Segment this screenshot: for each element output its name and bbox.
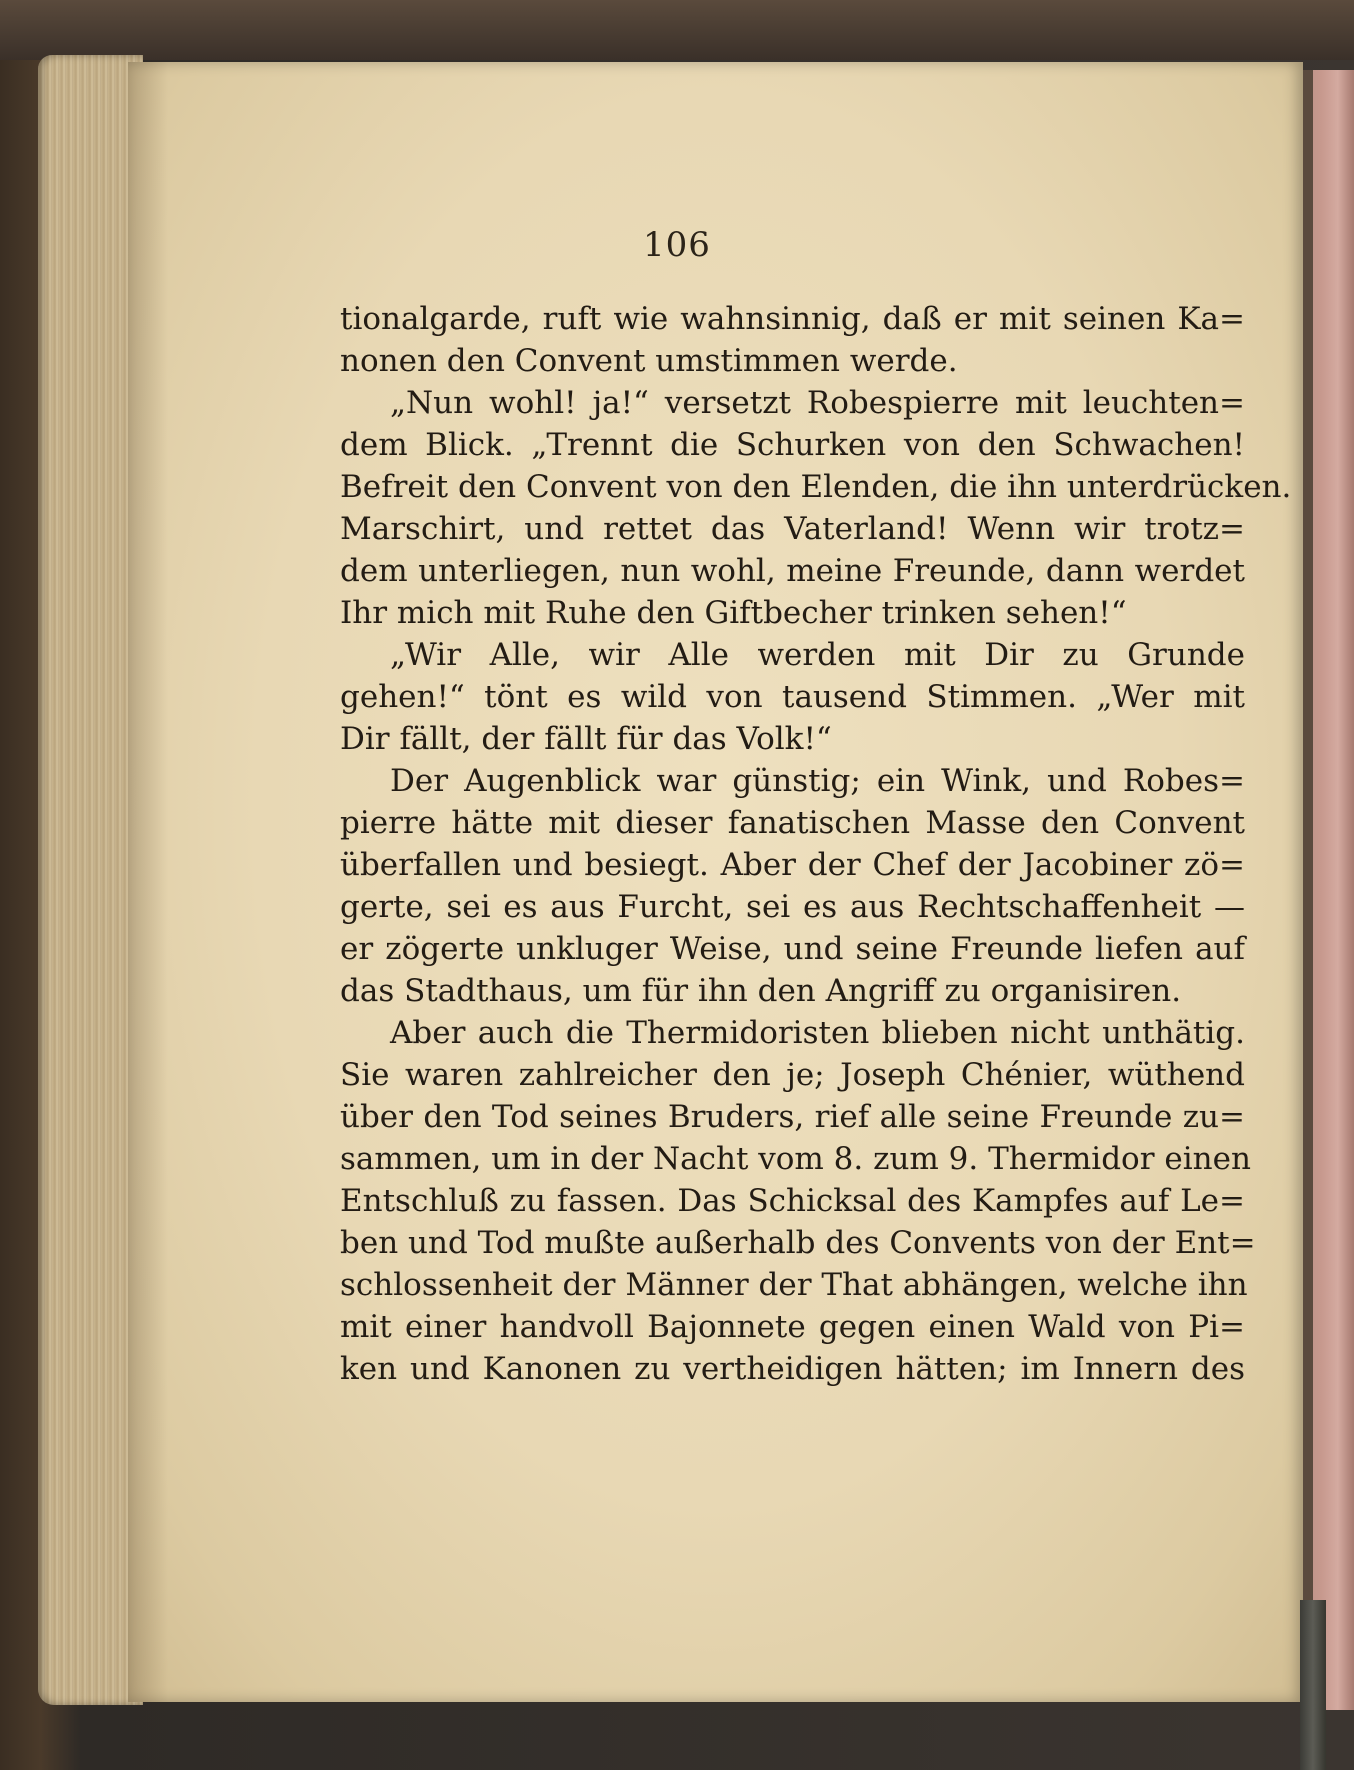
text-line: Dir fällt, der fällt für das Volk!“ bbox=[340, 721, 832, 757]
text-line: pierre hätte mit dieser fanatischen Masse den Convent bbox=[340, 805, 1245, 841]
text-line: Aber auch die Thermidoristen blieben nicht unthätig. bbox=[390, 1015, 1245, 1051]
text-line: „Nun wohl! ja!“ versetzt Robespierre mit leuchten= bbox=[390, 385, 1245, 421]
text-line: ken und Kanonen zu vertheidigen hätten; im Innern des bbox=[340, 1351, 1245, 1387]
text-line: Befreit den Convent von den Elenden, die ihn unterdrücken. bbox=[340, 469, 1292, 505]
text-line: sammen, um in der Nacht vom 8. zum 9. Thermidor einen bbox=[340, 1141, 1251, 1177]
text-line: überfallen und besiegt. Aber der Chef der Jacobiner zö= bbox=[340, 847, 1245, 883]
text-line: tionalgarde, ruft wie wahnsinnig, daß er mit seinen Ka= bbox=[340, 301, 1245, 337]
text-line: gerte, sei es aus Furcht, sei es aus Rechtschaffenheit — bbox=[340, 889, 1245, 925]
text-line: nonen den Convent umstimmen werde. bbox=[340, 343, 958, 379]
text-line: über den Tod seines Bruders, rief alle seine Freunde zu= bbox=[340, 1099, 1245, 1135]
text-line: Ihr mich mit Ruhe den Giftbecher trinken sehen!“ bbox=[340, 595, 1127, 631]
bookmark-ribbon bbox=[1300, 1600, 1326, 1770]
text-line: er zögerte unkluger Weise, und seine Freunde liefen auf bbox=[340, 931, 1245, 967]
text-line: schlossenheit der Männer der That abhängen, welche ihn bbox=[340, 1267, 1248, 1303]
right-page-shadow bbox=[1303, 70, 1313, 1710]
text-line: gehen!“ tönt es wild von tausend Stimmen. „Wer mit bbox=[340, 679, 1245, 715]
text-line: Der Augenblick war günstig; ein Wink, und Robes= bbox=[390, 763, 1245, 799]
text-line: dem Blick. „Trennt die Schurken von den Schwachen! bbox=[340, 427, 1245, 463]
text-line: „Wir Alle, wir Alle werden mit Dir zu Grunde bbox=[390, 637, 1245, 673]
text-line: das Stadthaus, um für ihn den Angriff zu organisiren. bbox=[340, 973, 1182, 1009]
body-text bbox=[340, 298, 1292, 1390]
text-line: Marschirt, und rettet das Vaterland! Wenn wir trotz= bbox=[340, 511, 1245, 547]
text-line: Sie waren zahlreicher den je; Joseph Chénier, wüthend bbox=[340, 1057, 1245, 1093]
page-number: 106 bbox=[643, 225, 711, 265]
text-line: ben und Tod mußte außerhalb des Convents von der Ent= bbox=[340, 1225, 1256, 1261]
text-line: Entschluß zu fassen. Das Schicksal des Kampfes auf Le= bbox=[340, 1183, 1245, 1219]
text-line: dem unterliegen, nun wohl, meine Freunde, dann werdet bbox=[340, 553, 1245, 589]
book-cover-top bbox=[0, 0, 1354, 60]
text-line: mit einer handvoll Bajonnete gegen einen Wald von Pi= bbox=[340, 1309, 1245, 1345]
page-gutter-shadow bbox=[128, 62, 168, 1702]
